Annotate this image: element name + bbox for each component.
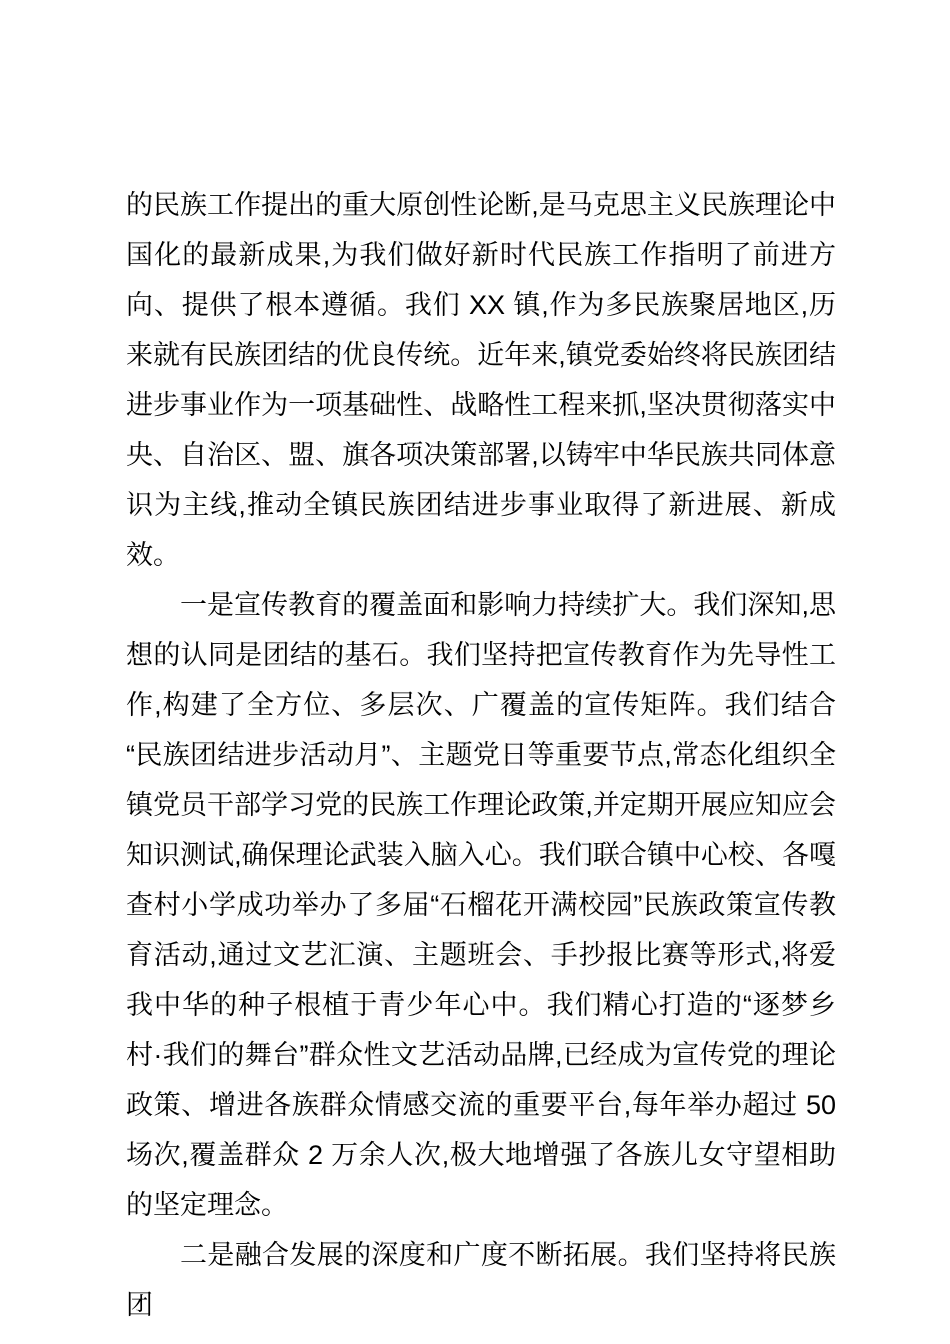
document-text-block — [126, 180, 836, 1330]
paragraph-continuation: 的民族工作提出的重大原创性论断,是马克思主义民族理论中国化的最新成果,为我们做好新时代民族工作指明了前进方向、提供了根本遵循。我们 XX 镇,作为多民族聚居地区,历来就有民族团结的优良传统。近年来,镇党委始终将民族团结进步事业作为一项基础性、战略性工程来抓,坚决贯彻落实中央、自治区、盟、旗各项决策部署,以铸牢中华民族共同体意识为主线,推动全镇民族团结进步事业取得了新进展、新成效。 — [126, 190, 836, 570]
paragraph-point-one: 一是宣传教育的覆盖面和影响力持续扩大。我们深知,思想的认同是团结的基石。我们坚持把宣传教育作为先导性工作,构建了全方位、多层次、广覆盖的宣传矩阵。我们结合“民族团结进步活动月”、主题党日等重要节点,常态化组织全镇党员干部学习党的民族工作理论政策,并定期开展应知应会知识测试,确保理论武装入脑入心。我们联合镇中心校、各嘎查村小学成功举办了多届“石榴花开满校园”民族政策宣传教育活动,通过文艺汇演、主题班会、手抄报比赛等形式,将爱我中华的种子根植于青少年心中。我们精心打造的“逐梦乡村·我们的舞台”群众性文艺活动品牌,已经成为宣传党的理论政策、增进各族群众情感交流的重要平台,每年举办超过 50 场次,覆盖群众 2 万余人次,极大地增强了各族儿女守望相助的坚定理念。 — [126, 590, 836, 1220]
paragraph-point-two: 二是融合发展的深度和广度不断拓展。我们坚持将民族团 — [126, 1240, 836, 1320]
